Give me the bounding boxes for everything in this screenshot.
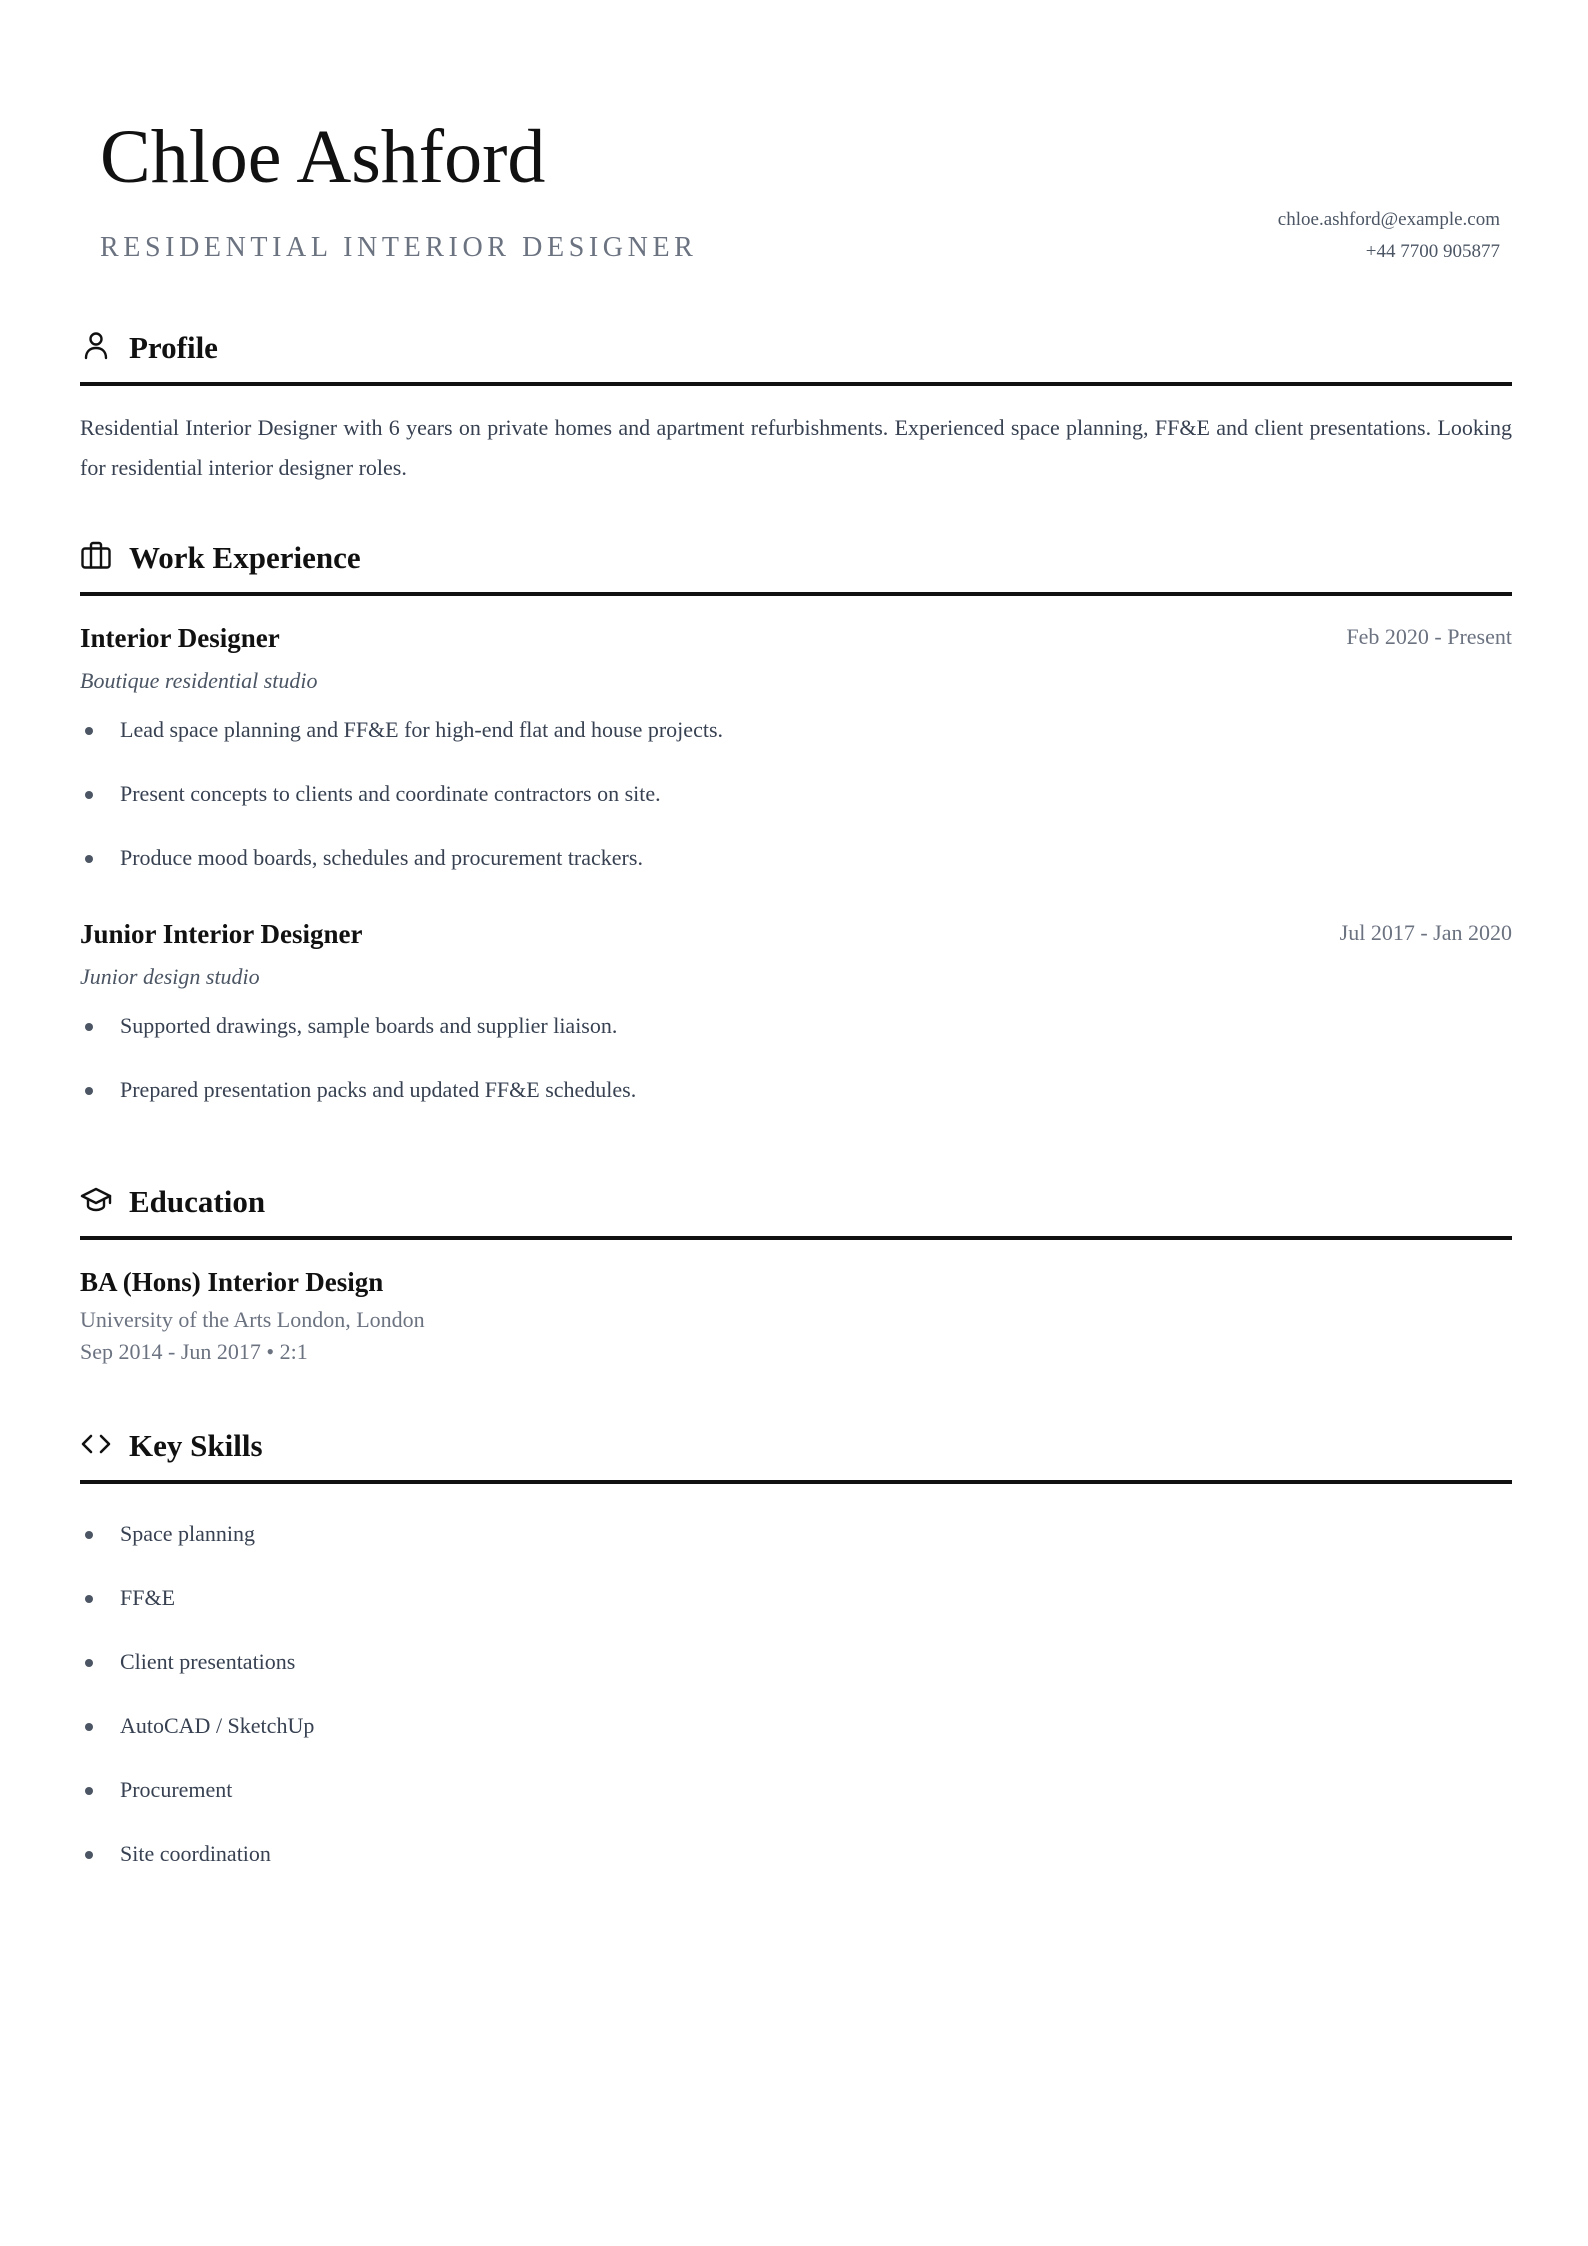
job-company: Junior design studio — [80, 964, 260, 989]
bullet-text: Prepared presentation packs and updated FF&E schedules. — [120, 1077, 637, 1102]
briefcase-icon — [80, 540, 112, 572]
skills-section — [80, 1420, 1512, 1870]
education-details: Sep 2014 - Jun 2017 • 2:1 — [80, 1339, 308, 1364]
bullet-text: Present concepts to clients and coordinate contractors on site. — [120, 781, 661, 806]
skill-text: Procurement — [120, 1777, 233, 1802]
education-entry — [80, 1264, 1512, 1368]
skill-text: Client presentations — [120, 1649, 296, 1674]
job-bullet — [80, 778, 1512, 810]
job-header — [80, 916, 1512, 956]
job-header — [80, 620, 1512, 660]
resume-header — [100, 112, 1500, 282]
job-entry — [80, 620, 1512, 874]
skill-item — [80, 1582, 1512, 1614]
skill-item — [80, 1838, 1512, 1870]
profile-summary: Residential Interior Designer with 6 years on private homes and apartment refurbishments. Experienced space planning, FF&E and client presentations. Looking for residential interior designer roles. — [80, 415, 1512, 480]
job-bullet — [80, 1074, 1512, 1106]
experience-heading: Work Experience — [129, 540, 361, 575]
skill-item — [80, 1710, 1512, 1742]
bullet-dot — [85, 1659, 93, 1667]
education-header — [80, 1176, 1512, 1240]
profile-section — [80, 322, 1512, 488]
profile-heading: Profile — [129, 330, 218, 365]
contact-info — [1278, 204, 1500, 268]
bullet-dot — [85, 855, 93, 863]
bullet-dot — [85, 1787, 93, 1795]
skill-item — [80, 1774, 1512, 1806]
job-bullet — [80, 1010, 1512, 1042]
skill-text: AutoCAD / SketchUp — [120, 1713, 315, 1738]
experience-header — [80, 532, 1512, 596]
bullet-dot — [85, 1851, 93, 1859]
job-dates: Jul 2017 - Jan 2020 — [1339, 920, 1512, 945]
job-dates: Feb 2020 - Present — [1346, 624, 1512, 649]
contact-email[interactable]: chloe.ashford@example.com — [1277, 209, 1500, 230]
bullet-dot — [85, 1595, 93, 1603]
candidate-name: Chloe Ashford — [100, 115, 546, 199]
education-heading: Education — [129, 1184, 266, 1219]
job-bullet — [80, 714, 1512, 746]
bullet-dot — [85, 1023, 93, 1031]
education-section — [80, 1176, 1512, 1368]
skill-text: FF&E — [120, 1585, 176, 1610]
user-icon — [80, 330, 112, 362]
candidate-title: RESIDENTIAL INTERIOR DESIGNER — [100, 232, 698, 263]
bullet-text: Lead space planning and FF&E for high-end flat and house projects. — [120, 717, 724, 742]
profile-header — [80, 322, 1512, 386]
bullet-dot — [85, 1531, 93, 1539]
education-degree: BA (Hons) Interior Design — [80, 1267, 384, 1297]
bullet-dot — [85, 727, 93, 735]
bullet-text: Produce mood boards, schedules and procurement trackers. — [120, 845, 643, 870]
bullet-dot — [85, 1723, 93, 1731]
experience-section — [80, 532, 1512, 1106]
skill-text: Site coordination — [120, 1841, 271, 1866]
bullet-text: Supported drawings, sample boards and supplier liaison. — [120, 1013, 618, 1038]
skill-item — [80, 1518, 1512, 1550]
job-title: Junior Interior Designer — [80, 919, 363, 949]
education-school: University of the Arts London, London — [80, 1307, 425, 1332]
contact-phone[interactable]: +44 7700 905877 — [1365, 241, 1500, 262]
graduation-cap-icon — [80, 1184, 112, 1216]
job-bullets — [80, 714, 1512, 874]
job-bullet — [80, 842, 1512, 874]
skills-list — [80, 1518, 1512, 1870]
job-entry — [80, 916, 1512, 1106]
skill-text: Space planning — [120, 1521, 256, 1546]
bullet-dot — [85, 791, 93, 799]
skill-item — [80, 1646, 1512, 1678]
job-bullets — [80, 1010, 1512, 1106]
code-icon — [80, 1428, 112, 1460]
skills-heading: Key Skills — [129, 1428, 263, 1463]
job-company: Boutique residential studio — [80, 668, 318, 693]
skills-header — [80, 1420, 1512, 1484]
bullet-dot — [85, 1087, 93, 1095]
job-title: Interior Designer — [80, 623, 280, 653]
